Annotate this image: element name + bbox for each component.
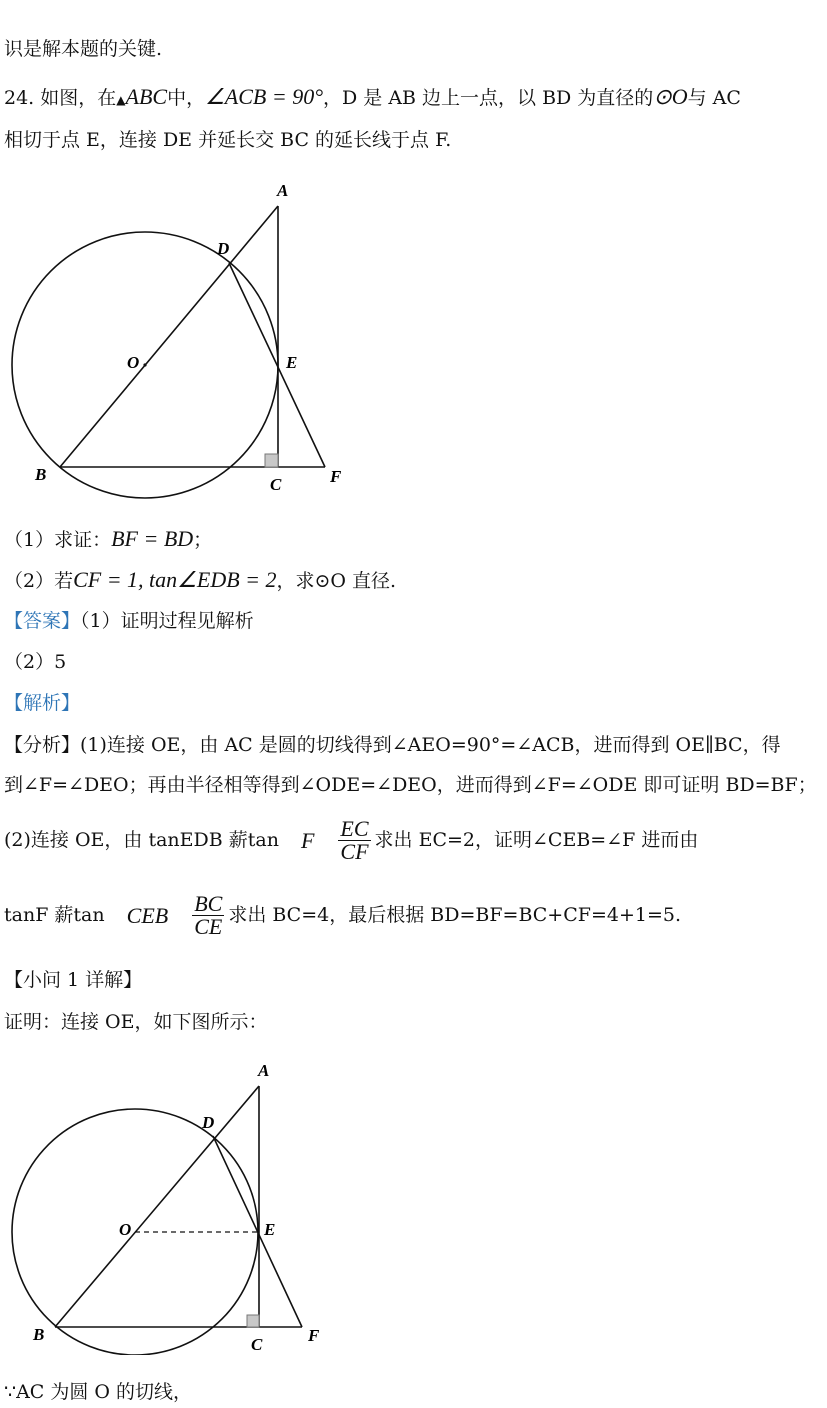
label-f: F [330, 467, 342, 486]
right-angle-mark [265, 454, 278, 467]
label-o: O [127, 353, 140, 372]
analysis-4-d: 求出 BC=4，最后根据 BD=BF=BC+CF=4+1=5. [228, 904, 682, 926]
fraction-ce: CE [194, 914, 223, 939]
analysis-line-3 [4, 818, 698, 863]
analysis-3-d: 求出 EC=2，证明∠CEB=∠F 进而由 [374, 829, 699, 851]
part-1-label: （1）求证： [4, 529, 112, 551]
label-a: A [277, 181, 289, 200]
question-rest-2: 与 AC [687, 87, 741, 109]
fraction-bc: BC [194, 891, 223, 916]
fraction-ec: EC [340, 816, 369, 841]
analysis-4-c: CEB [126, 902, 169, 928]
part-1 [4, 528, 212, 550]
label-f: F [308, 1326, 320, 1345]
label-a: A [258, 1061, 270, 1080]
right-angle-mark [247, 1315, 259, 1327]
part-1-math: BF = BD [111, 526, 194, 551]
analysis-3-c: F [300, 827, 315, 853]
question-rest-1: ，D 是 AB 边上一点，以 BD 为直径的 [323, 87, 654, 109]
triangle-name: ABC [125, 84, 168, 109]
question-mid: 中， [167, 87, 206, 109]
segment-ab [60, 206, 278, 467]
label-b: B [35, 465, 47, 484]
analysis-3-a: (2)连接 OE，由 tan [4, 829, 180, 851]
answer-2: （2）5 [4, 651, 67, 673]
label-d: D [217, 239, 230, 258]
label-e: E [286, 353, 298, 372]
text-line-1: 识是解本题的关键. [4, 38, 163, 60]
analysis-4-b: F 薪tan [35, 904, 105, 926]
label-c: C [270, 475, 282, 494]
geometry-figure-1 [0, 170, 360, 505]
label-b: B [33, 1325, 45, 1344]
proof-intro: 证明：连接 OE，如下图所示： [4, 1011, 268, 1033]
part-2 [4, 569, 396, 591]
part-2-math: CF = 1, tan∠EDB = 2 [73, 567, 277, 592]
analysis-line-1: 【分析】(1)连接 OE，由 AC 是圆的切线得到∠AEO=90°=∠ACB，进而得到 OE∥BC，得 [4, 734, 781, 756]
part-1-end: ； [193, 529, 213, 551]
part-2-label: （2）若 [4, 570, 74, 592]
label-e: E [264, 1220, 276, 1239]
answer-line [4, 612, 254, 631]
answer-tag: 【答案】 [4, 610, 81, 632]
label-d: D [202, 1113, 215, 1132]
question-24 [4, 86, 741, 108]
analysis-3-b: EDB 薪tan [179, 829, 279, 851]
fraction-ec-cf [338, 818, 370, 863]
geometry-figure-2 [0, 1055, 340, 1355]
part-2-end: ，求⊙O 直径. [276, 570, 397, 592]
analysis-4-a: tan [4, 904, 36, 926]
text-line-3: 相切于点 E，连接 DE 并延长交 BC 的延长线于点 F. [4, 129, 452, 151]
fraction-cf: CF [340, 839, 369, 864]
fraction-bc-ce [192, 893, 224, 938]
circle-o: ⊙O [653, 84, 688, 109]
sub-question-1-heading: 【小问 1 详解】 [4, 969, 143, 991]
point-o [143, 363, 146, 366]
proof-line-1: ∵AC 为圆 O 的切线， [4, 1381, 193, 1403]
analysis-tag: 【解析】 [4, 692, 81, 714]
triangle-symbol: ▲ [116, 93, 126, 107]
label-c: C [251, 1335, 263, 1354]
analysis-line-4 [4, 893, 681, 938]
angle-acb: ∠ACB = 90° [205, 84, 323, 109]
analysis-line-2: 到∠F=∠DEO；再由半径相等得到∠ODE=∠DEO，进而得到∠F=∠ODE 即可证明 BD=BF； [4, 774, 817, 796]
segment-df [229, 263, 325, 467]
answer-1: （1）证明过程见解析 [80, 610, 254, 632]
label-o: O [119, 1220, 132, 1239]
segment-ab [55, 1086, 259, 1327]
question-number: 24. 如图，在 [4, 87, 117, 109]
